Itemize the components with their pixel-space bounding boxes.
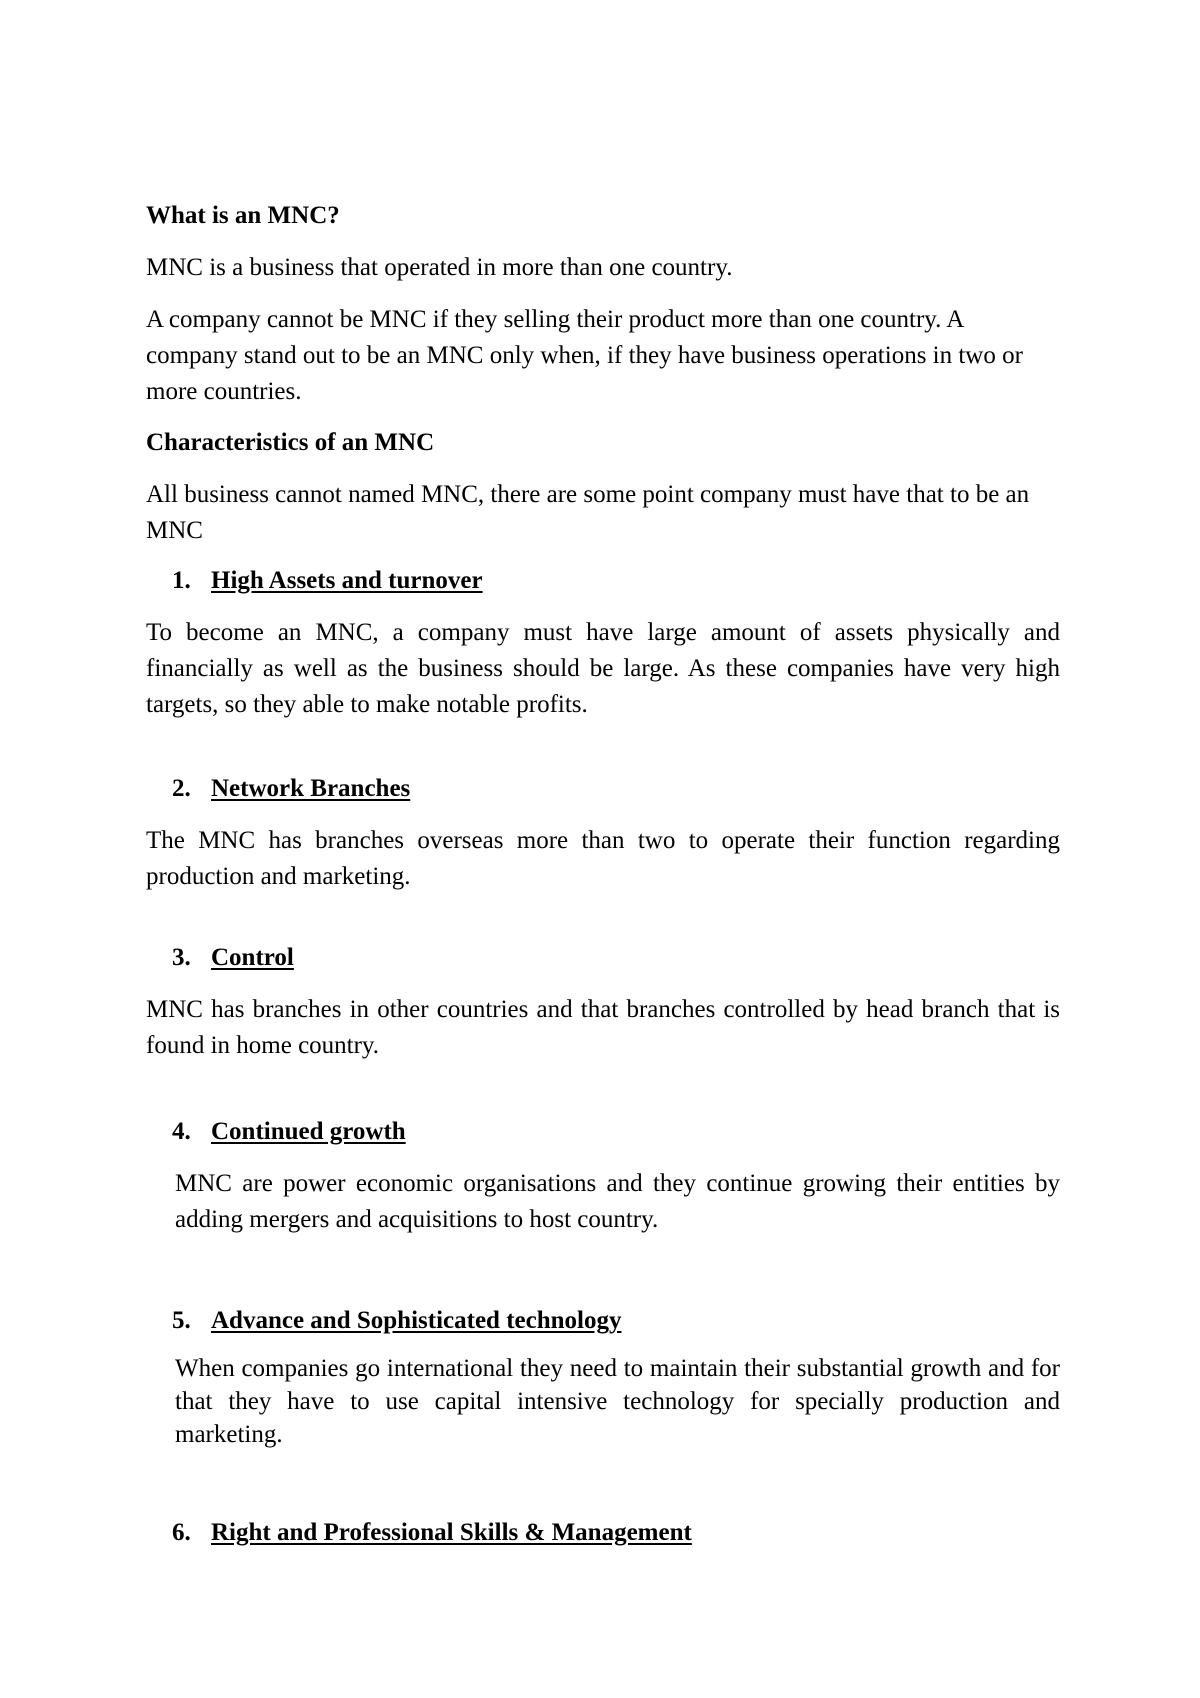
item-body-2: The MNC has branches overseas more than two to operate their function regarding production and marketing. <box>146 827 1060 890</box>
definition-paragraph: MNC is a business that operated in more than one country. <box>146 254 733 281</box>
page-title: What is an MNC? <box>146 202 340 229</box>
item-heading-3 <box>172 940 294 976</box>
item-number: 1. <box>172 567 191 594</box>
item-title: High Assets and turnover <box>211 567 483 594</box>
item-number: 3. <box>172 944 191 971</box>
characteristics-heading: Characteristics of an MNC <box>146 429 435 456</box>
item-body-3: MNC has branches in other countries and that branches controlled by head branch that is found in home country. <box>146 996 1060 1059</box>
item-heading-2 <box>172 771 410 807</box>
item-title: Continued growth <box>211 1118 406 1145</box>
item-title: Control <box>211 944 294 971</box>
definition-detail-paragraph: A company cannot be MNC if they selling their product more than one country. A company stand out to be an MNC only when, if they have business operations in two or more countries. <box>146 306 1023 405</box>
item-number: 5. <box>172 1307 191 1334</box>
item-heading-4 <box>172 1114 406 1150</box>
item-body-5: When companies go international they need to maintain their substantial growth and for that they have to use capital intensive technology for specially production and marketing. <box>175 1355 1060 1448</box>
item-body-4: MNC are power economic organisations and they continue growing their entities by adding mergers and acquisitions to host country. <box>175 1170 1060 1233</box>
item-number: 6. <box>172 1519 191 1546</box>
item-heading-1 <box>172 563 483 599</box>
item-body-1: To become an MNC, a company must have large amount of assets physically and financially as well as the business should be large. As these companies have very high targets, so they able to make notable profits. <box>146 619 1060 718</box>
item-number: 4. <box>172 1118 191 1145</box>
item-title: Network Branches <box>211 775 411 802</box>
item-heading-6 <box>172 1515 692 1551</box>
characteristics-intro: All business cannot named MNC, there are some point company must have that to be an MNC <box>146 481 1030 544</box>
item-number: 2. <box>172 775 191 802</box>
item-heading-5 <box>172 1303 621 1339</box>
item-title: Advance and Sophisticated technology <box>211 1307 622 1334</box>
item-title: Right and Professional Skills & Management <box>211 1519 692 1546</box>
